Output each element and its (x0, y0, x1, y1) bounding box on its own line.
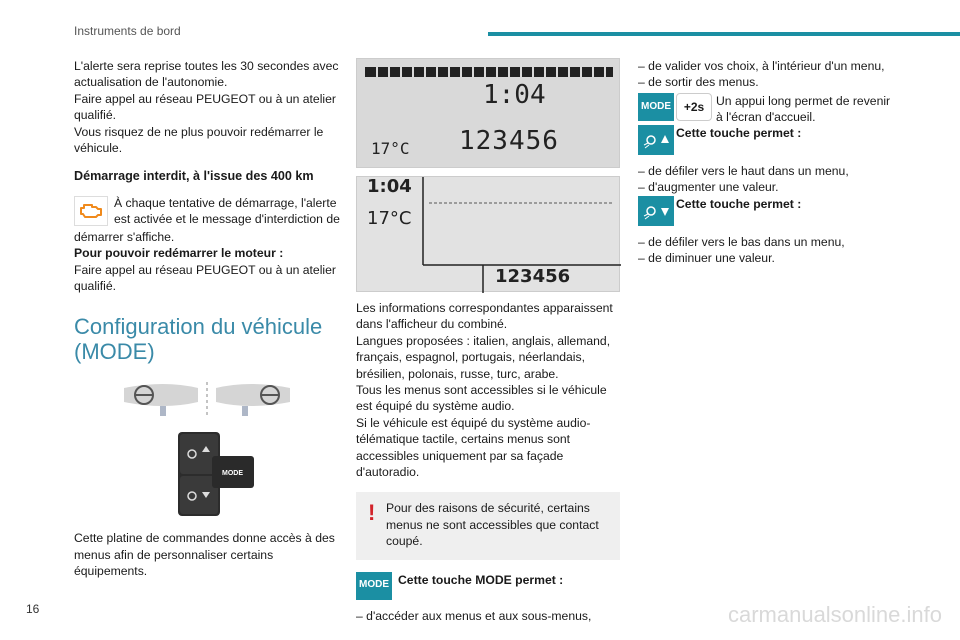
down-key-row (638, 196, 900, 228)
mode-item-access-menus: – d'accéder aux menus et aux sous-menus, (356, 608, 592, 623)
mode-key-title: Cette touche MODE permet : (398, 572, 564, 587)
paragraph-alert-repeat: L'alerte sera reprise toutes les 30 secondes avec actualisation de l'autonomie. (74, 59, 339, 90)
paragraph-start-attempt-a: À chaque tentative de démarrage, l'alerte (114, 195, 337, 210)
lcd-display-matrix (356, 176, 620, 292)
engine-warning-icon (74, 196, 108, 226)
safety-warning-box (356, 492, 620, 559)
running-header: Instruments de bord (74, 24, 181, 38)
mode-panel-button-label: MODE (222, 470, 243, 478)
mode-key-row (356, 572, 620, 600)
paragraph-menus-audio: Tous les menus sont accessibles si le véhicule est équipé du système audio. (356, 383, 607, 414)
long-press-text: Un appui long permet de revenir à l'écran d'accueil. (716, 93, 891, 125)
watermark: carmanualsonline.info (727, 602, 942, 627)
paragraph-start-attempt-c: démarrer s'affiche. (74, 229, 175, 244)
lcd1-odometer: 123456 (459, 126, 559, 156)
down-item-scroll: – de défiler vers le bas dans un menu, (638, 234, 845, 249)
dashboard-illustration (74, 378, 340, 422)
lcd1-temp: 17°C (371, 139, 410, 158)
column-left (74, 58, 340, 580)
lcd2-odometer: 123456 (495, 266, 571, 287)
paragraph-languages: Langues proposées : italien, anglais, allemand, français, espagnol, portugais, néerlandais, brésilien, polonais, russe, turc, arabe. (356, 333, 611, 381)
mode-control-panel-image (74, 426, 340, 522)
page-number: 16 (26, 602, 40, 616)
mode-button-icon: MODE (356, 572, 392, 600)
header-accent-bar (488, 32, 960, 36)
paragraph-contact-network-2: Faire appel au réseau PEUGEOT ou à un atelier qualifié. (74, 262, 336, 294)
up-key-row (638, 125, 900, 157)
down-key-title: Cette touche permet : (676, 196, 802, 211)
paragraph-contact-network: Faire appel au réseau PEUGEOT ou à un atelier qualifié. (74, 91, 336, 123)
paragraph-menus-touchscreen: Si le véhicule est équipé du système audio-télématique tactile, certains menus sont accessibles uniquement par sa façade d'autoradio. (356, 415, 591, 480)
up-item-scroll: – de défiler vers le haut dans un menu, (638, 163, 849, 178)
mode-item-validate: – de valider vos choix, à l'intérieur d'un menu, (638, 59, 885, 73)
lcd1-time: 1:04 (483, 80, 546, 110)
plus-two-seconds-icon: +2s (676, 93, 712, 121)
paragraph-start-attempt-b: est activée et le message d'interdiction de (114, 212, 340, 227)
paragraph-panel-access: Cette platine de commandes donne accès à des menus afin de personnaliser certains équipements. (74, 531, 335, 579)
paragraph-info-display: Les informations correspondantes apparaissent dans l'afficheur du combiné. (356, 301, 613, 332)
light-up-arrow-icon (638, 125, 674, 155)
engine-alert-row (74, 195, 340, 229)
lcd2-time: 1:04 (367, 176, 412, 197)
down-item-decrease: – de diminuer une valeur. (638, 251, 775, 266)
long-press-row (638, 93, 900, 127)
heading-start-forbidden: Démarrage interdit, à l'issue des 400 km (74, 169, 314, 184)
safety-warning-text: Pour des raisons de sécurité, certains menus ne sont accessibles que contact coupé. (386, 501, 599, 549)
mode-button-icon-2: MODE (638, 93, 674, 121)
paragraph-restart-risk: Vous risquez de ne plus pouvoir redémarrer le véhicule. (74, 124, 324, 156)
up-key-title: Cette touche permet : (676, 125, 802, 140)
lcd-display-segment (356, 58, 620, 168)
column-middle (356, 58, 620, 624)
paragraph-restart-bold: Pour pouvoir redémarrer le moteur : (74, 246, 284, 261)
up-item-increase: – d'augmenter une valeur. (638, 180, 779, 195)
section-title-mode: Configuration du véhicule (MODE) (74, 314, 323, 365)
lcd2-temp: 17°C (367, 208, 412, 229)
column-right (638, 58, 900, 266)
warning-exclamation-icon: ! (368, 500, 376, 526)
mode-item-exit: – de sortir des menus. (638, 75, 759, 90)
light-down-arrow-icon (638, 196, 674, 226)
